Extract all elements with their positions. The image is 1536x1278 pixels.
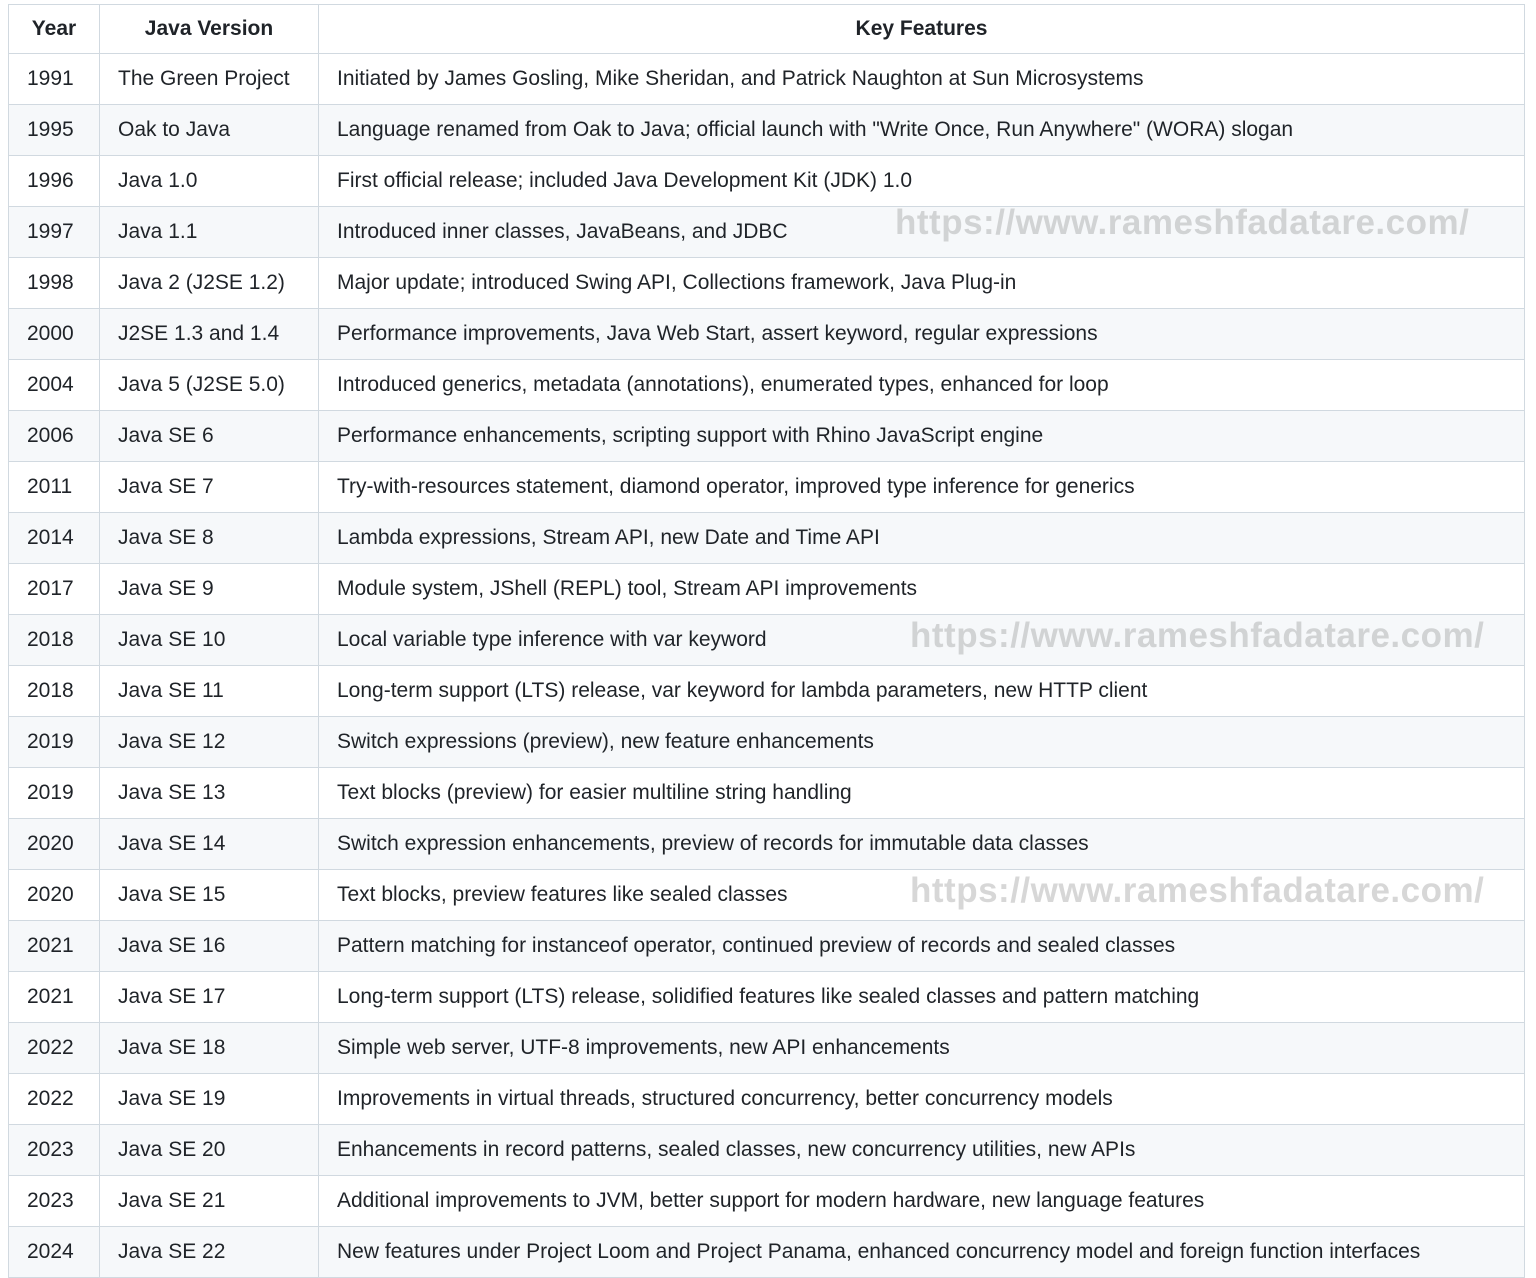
table-row (9, 1023, 1525, 1074)
cell-key-features: Performance enhancements, scripting support with Rhino JavaScript engine (319, 411, 1525, 462)
cell-year: 2021 (9, 921, 100, 972)
table-row (9, 462, 1525, 513)
table-row (9, 768, 1525, 819)
cell-year: 2011 (9, 462, 100, 513)
table-row (9, 1176, 1525, 1227)
cell-java-version: Java SE 14 (100, 819, 319, 870)
cell-year: 1998 (9, 258, 100, 309)
cell-key-features: New features under Project Loom and Project Panama, enhanced concurrency model and foreign function interfaces (319, 1227, 1525, 1278)
cell-java-version: Java SE 7 (100, 462, 319, 513)
cell-year: 2020 (9, 870, 100, 921)
cell-java-version: Java SE 15 (100, 870, 319, 921)
cell-key-features: Improvements in virtual threads, structured concurrency, better concurrency models (319, 1074, 1525, 1125)
cell-year: 2022 (9, 1074, 100, 1125)
table-row (9, 156, 1525, 207)
cell-key-features: Performance improvements, Java Web Start, assert keyword, regular expressions (319, 309, 1525, 360)
table-row (9, 717, 1525, 768)
cell-java-version: Java SE 19 (100, 1074, 319, 1125)
cell-java-version: Java SE 18 (100, 1023, 319, 1074)
cell-java-version: Java 2 (J2SE 1.2) (100, 258, 319, 309)
table-row (9, 1125, 1525, 1176)
cell-key-features: Simple web server, UTF-8 improvements, new API enhancements (319, 1023, 1525, 1074)
cell-key-features: Language renamed from Oak to Java; official launch with "Write Once, Run Anywhere" (WORA) slogan (319, 105, 1525, 156)
table-row (9, 564, 1525, 615)
header-year: Year (9, 5, 100, 54)
cell-java-version: The Green Project (100, 54, 319, 105)
cell-year: 2006 (9, 411, 100, 462)
cell-key-features: Long-term support (LTS) release, var keyword for lambda parameters, new HTTP client (319, 666, 1525, 717)
header-row (9, 5, 1525, 54)
cell-year: 2018 (9, 615, 100, 666)
cell-java-version: J2SE 1.3 and 1.4 (100, 309, 319, 360)
java-history-table-container (8, 4, 1524, 1278)
header-java-version: Java Version (100, 5, 319, 54)
cell-java-version: Java SE 9 (100, 564, 319, 615)
cell-year: 2023 (9, 1176, 100, 1227)
table-row (9, 258, 1525, 309)
cell-year: 2024 (9, 1227, 100, 1278)
cell-year: 2000 (9, 309, 100, 360)
table-row (9, 105, 1525, 156)
cell-year: 1991 (9, 54, 100, 105)
cell-year: 2014 (9, 513, 100, 564)
cell-key-features: Major update; introduced Swing API, Collections framework, Java Plug-in (319, 258, 1525, 309)
cell-year: 2018 (9, 666, 100, 717)
cell-java-version: Java SE 12 (100, 717, 319, 768)
cell-year: 2020 (9, 819, 100, 870)
table-row (9, 513, 1525, 564)
table-body (9, 54, 1525, 1278)
cell-year: 1997 (9, 207, 100, 258)
table-row (9, 207, 1525, 258)
cell-java-version: Java SE 10 (100, 615, 319, 666)
cell-key-features: Initiated by James Gosling, Mike Sheridan, and Patrick Naughton at Sun Microsystems (319, 54, 1525, 105)
watermark-text: https://www.rameshfadatare.com/ (910, 871, 1485, 910)
cell-java-version: Java SE 17 (100, 972, 319, 1023)
cell-key-features: Local variable type inference with var keyword (319, 615, 1525, 666)
table-row (9, 870, 1525, 921)
cell-java-version: Java 5 (J2SE 5.0) (100, 360, 319, 411)
cell-key-features: Text blocks, preview features like sealed classes (319, 870, 1525, 921)
cell-java-version: Java SE 22 (100, 1227, 319, 1278)
cell-java-version: Java SE 16 (100, 921, 319, 972)
cell-key-features: Long-term support (LTS) release, solidified features like sealed classes and pattern matching (319, 972, 1525, 1023)
cell-java-version: Java SE 6 (100, 411, 319, 462)
watermark-text: https://www.rameshfadatare.com/ (895, 203, 1470, 242)
cell-key-features: Introduced inner classes, JavaBeans, and JDBC (319, 207, 1525, 258)
cell-year: 2021 (9, 972, 100, 1023)
cell-year: 2022 (9, 1023, 100, 1074)
cell-year: 2004 (9, 360, 100, 411)
cell-java-version: Java 1.1 (100, 207, 319, 258)
cell-java-version: Java SE 13 (100, 768, 319, 819)
table-row (9, 360, 1525, 411)
table-row (9, 1227, 1525, 1278)
cell-java-version: Java SE 20 (100, 1125, 319, 1176)
cell-key-features: Text blocks (preview) for easier multiline string handling (319, 768, 1525, 819)
cell-key-features: Module system, JShell (REPL) tool, Stream API improvements (319, 564, 1525, 615)
cell-year: 2017 (9, 564, 100, 615)
cell-key-features: Lambda expressions, Stream API, new Date and Time API (319, 513, 1525, 564)
cell-java-version: Java 1.0 (100, 156, 319, 207)
cell-key-features: Pattern matching for instanceof operator, continued preview of records and sealed classes (319, 921, 1525, 972)
table-row (9, 615, 1525, 666)
table-row (9, 1074, 1525, 1125)
cell-year: 1996 (9, 156, 100, 207)
cell-java-version: Java SE 21 (100, 1176, 319, 1227)
table-header (9, 5, 1525, 54)
cell-year: 2019 (9, 768, 100, 819)
cell-key-features: First official release; included Java Development Kit (JDK) 1.0 (319, 156, 1525, 207)
table-row (9, 411, 1525, 462)
table-row (9, 972, 1525, 1023)
cell-key-features: Switch expressions (preview), new feature enhancements (319, 717, 1525, 768)
table-row (9, 309, 1525, 360)
header-key-features: Key Features (319, 5, 1525, 54)
cell-year: 1995 (9, 105, 100, 156)
cell-java-version: Oak to Java (100, 105, 319, 156)
cell-key-features: Additional improvements to JVM, better support for modern hardware, new language features (319, 1176, 1525, 1227)
cell-year: 2023 (9, 1125, 100, 1176)
cell-java-version: Java SE 11 (100, 666, 319, 717)
table-row (9, 819, 1525, 870)
cell-key-features: Try-with-resources statement, diamond operator, improved type inference for generics (319, 462, 1525, 513)
cell-year: 2019 (9, 717, 100, 768)
cell-key-features: Switch expression enhancements, preview of records for immutable data classes (319, 819, 1525, 870)
table-row (9, 921, 1525, 972)
table-row (9, 666, 1525, 717)
cell-java-version: Java SE 8 (100, 513, 319, 564)
watermark-text: https://www.rameshfadatare.com/ (910, 616, 1485, 655)
cell-key-features: Enhancements in record patterns, sealed classes, new concurrency utilities, new APIs (319, 1125, 1525, 1176)
cell-key-features: Introduced generics, metadata (annotations), enumerated types, enhanced for loop (319, 360, 1525, 411)
table-row (9, 54, 1525, 105)
java-history-table (8, 4, 1525, 1278)
